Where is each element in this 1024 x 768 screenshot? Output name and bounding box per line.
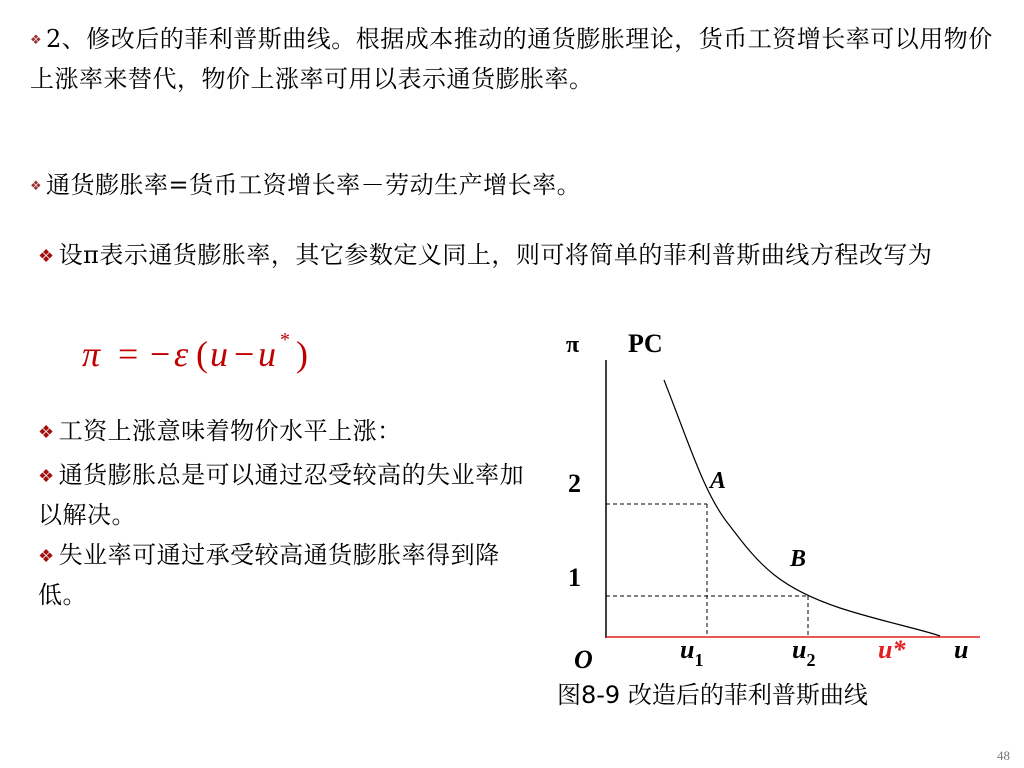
- phillips-curve-line: [664, 380, 940, 636]
- origin-label: O: [574, 645, 593, 674]
- y-tick-1: 1: [568, 563, 581, 592]
- diamond-bullet-icon: ❖: [38, 422, 55, 443]
- formula-u: u: [210, 334, 228, 374]
- diamond-bullet-icon: ❖: [38, 466, 55, 487]
- paragraph-text: 通货膨胀总是可以通过忍受较高的失业率加以解决。: [38, 461, 525, 529]
- formula-ustar-base: u: [258, 334, 276, 374]
- paragraph-text: 设π表示通货膨胀率，其它参数定义同上，则可将简单的菲利普斯曲线方程改写为: [58, 241, 933, 269]
- diamond-bullet-icon: ❖: [38, 546, 55, 567]
- phillips-equation: [78, 322, 348, 386]
- diamond-bullet-icon: ❖: [38, 246, 55, 267]
- paragraph-text: 工资上涨意味着物价水平上涨：: [58, 417, 402, 445]
- x-tick-u1: $u_1$: [680, 635, 704, 670]
- figure-caption: 图8-9 改造后的菲利普斯曲线: [557, 681, 868, 709]
- x-axis-label: u: [954, 635, 969, 664]
- paragraph-modified-phillips: [30, 20, 1005, 98]
- paragraph-pi-definition: [38, 236, 993, 276]
- formula-minus: −: [150, 334, 171, 374]
- diamond-bullet-icon: ❖: [30, 178, 43, 194]
- formula-equals: =: [118, 334, 139, 374]
- paragraph-wage-price: [38, 412, 558, 452]
- paragraph-inflation-definition: [30, 166, 1005, 206]
- paragraph-unemployment-tradeoff: [38, 456, 528, 534]
- y-tick-2: 2: [568, 469, 581, 498]
- natural-rate-label: u*: [878, 635, 906, 664]
- paragraph-inflation-tradeoff: [38, 536, 528, 614]
- point-b-label: B: [790, 546, 807, 572]
- formula-pi: π: [82, 334, 101, 374]
- diamond-bullet-icon: ❖: [30, 32, 43, 48]
- formula-minus-2: −: [234, 334, 255, 374]
- page-number: 48: [997, 748, 1010, 763]
- formula-epsilon: ε: [174, 334, 189, 374]
- x-tick-u2: $u_2$: [792, 635, 816, 670]
- phillips-curve-chart: [560, 326, 990, 676]
- paragraph-text: 失业率可通过承受较高通货膨胀率得到降低。: [38, 541, 500, 609]
- curve-label: PC: [628, 329, 663, 358]
- formula-open-paren: (: [196, 334, 208, 374]
- formula-ustar-sup: *: [280, 329, 290, 351]
- formula-close-paren: ): [296, 334, 308, 374]
- paragraph-text: 2、修改后的菲利普斯曲线。根据成本推动的通货膨胀理论，货币工资增长率可以用物价上涨率来替代，物价上涨率可用以表示通货膨胀率。: [30, 25, 993, 93]
- point-a-label: A: [710, 468, 727, 494]
- y-axis-label: π: [566, 332, 580, 358]
- paragraph-text: 通货膨胀率=货币工资增长率－劳动生产增长率。: [46, 171, 582, 199]
